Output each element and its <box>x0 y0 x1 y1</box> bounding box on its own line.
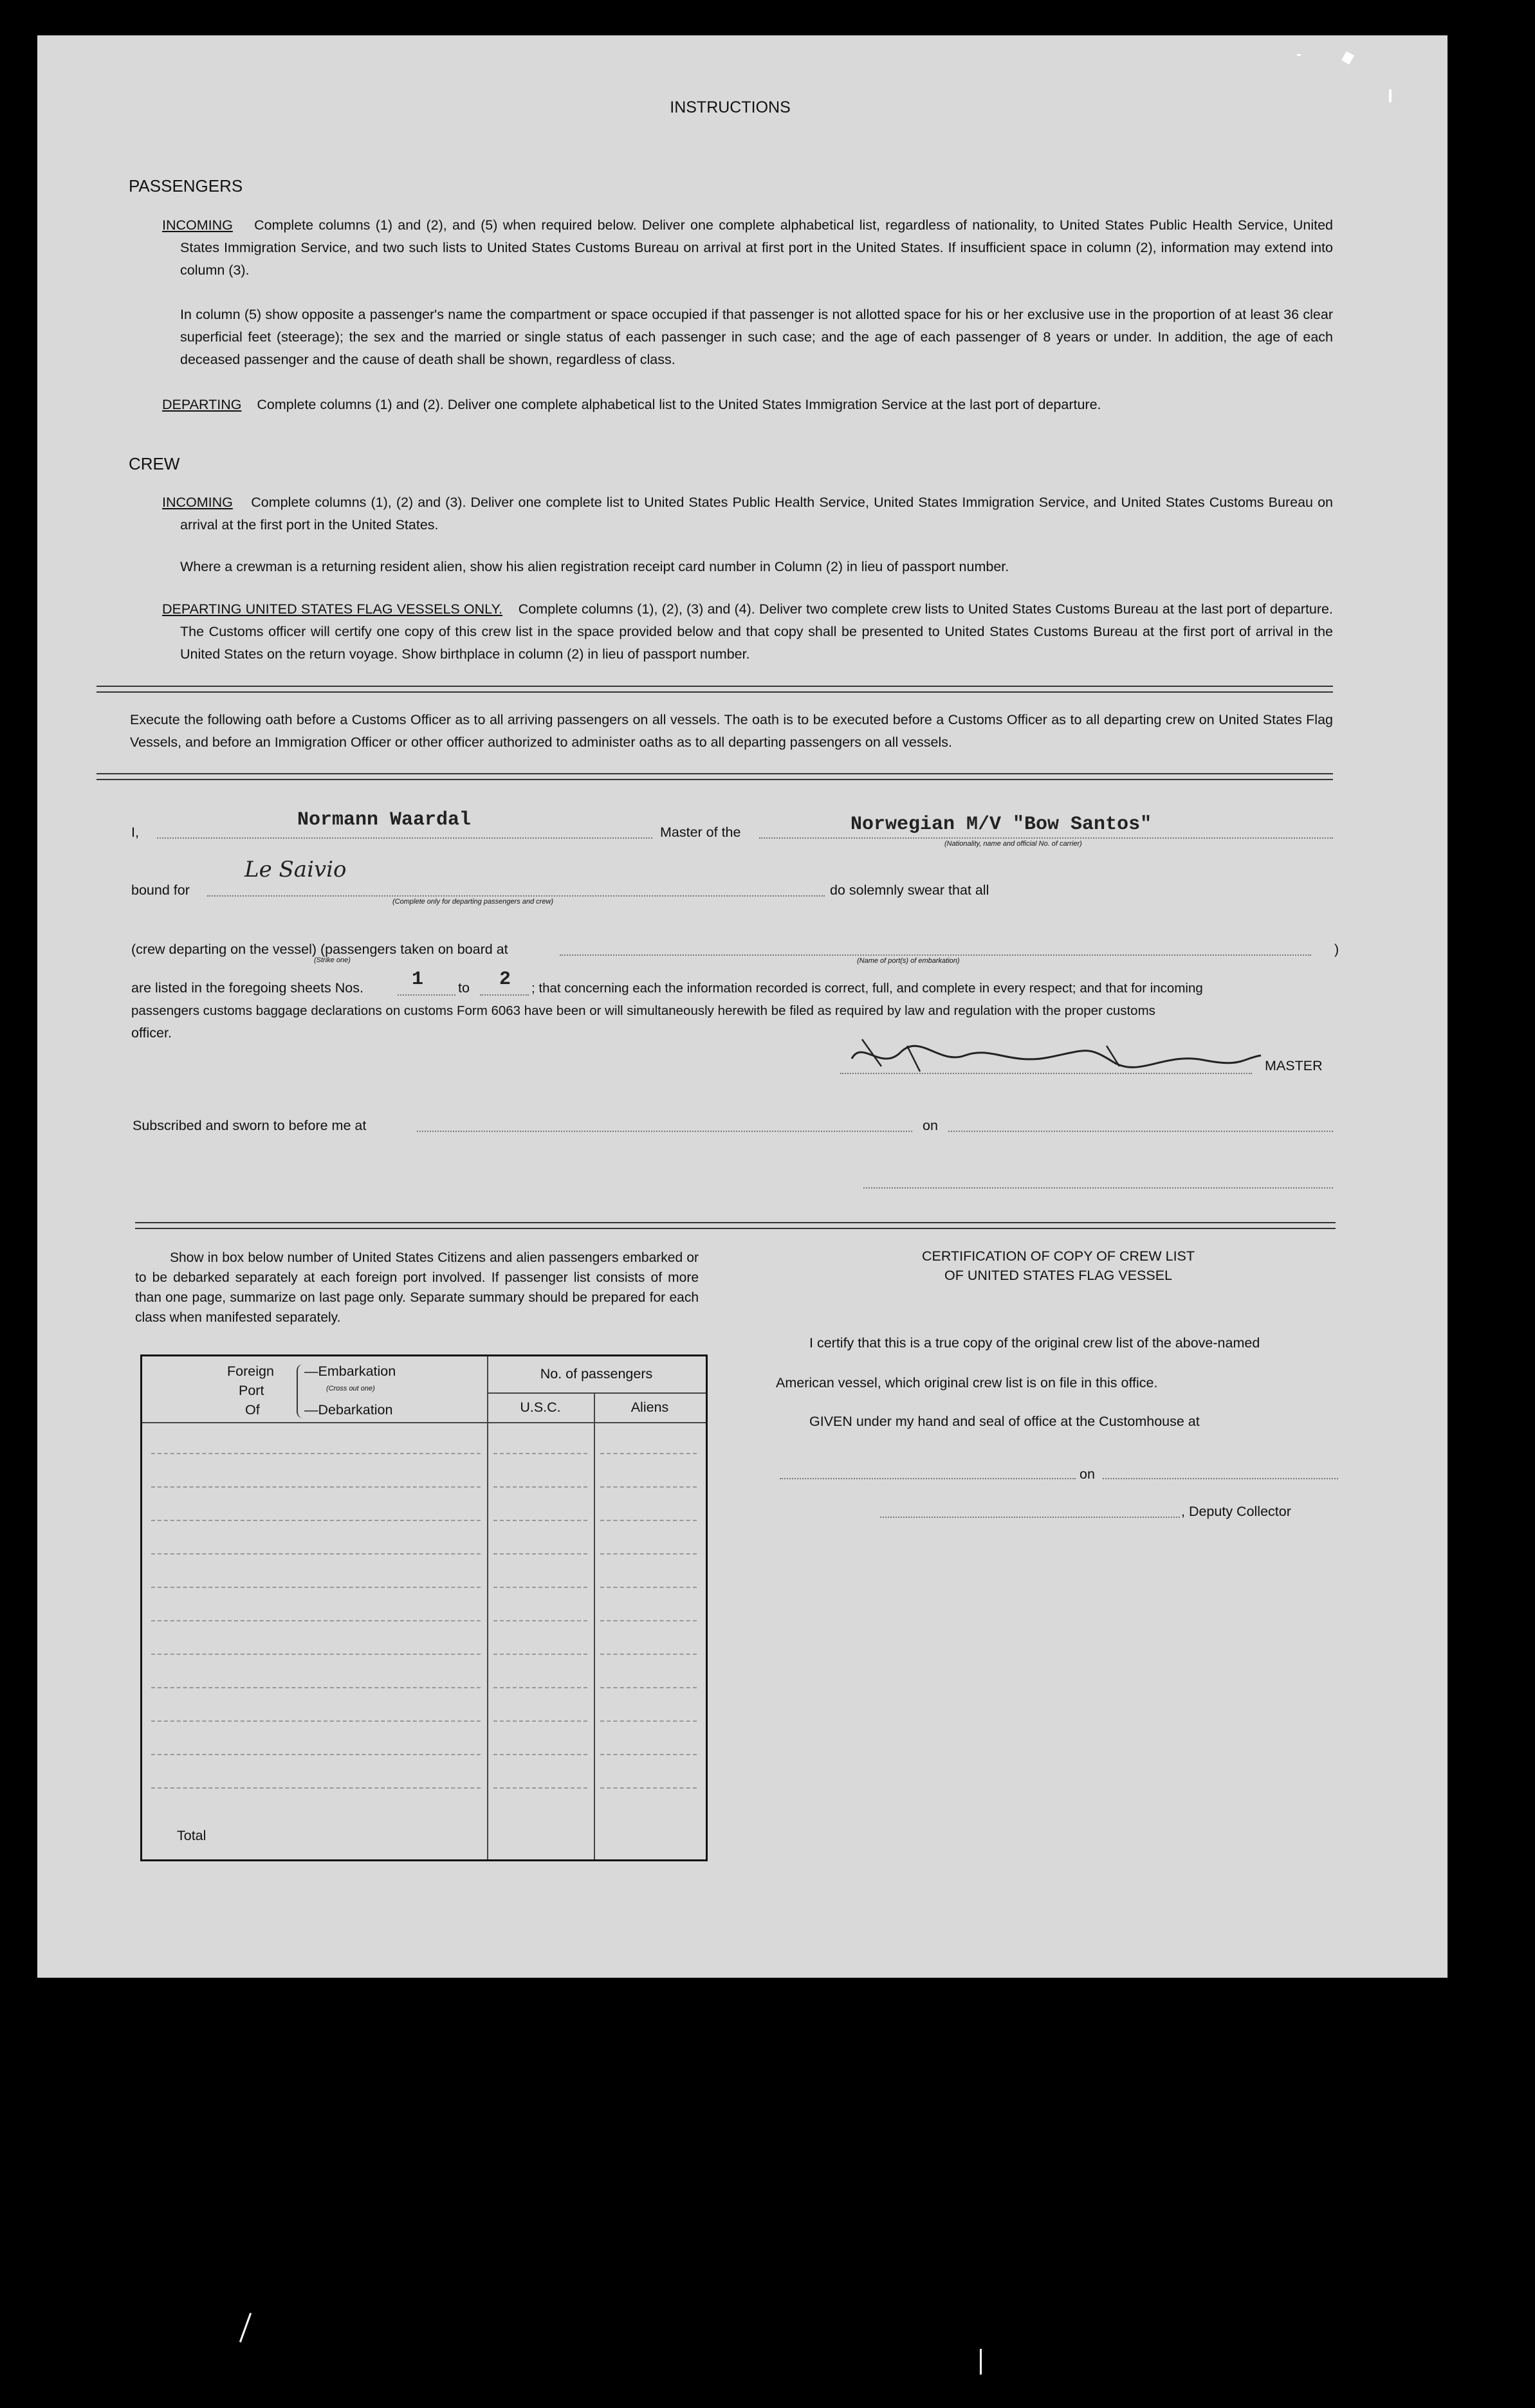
certification-heading-1: CERTIFICATION OF COPY OF CREW LIST <box>921 1248 1195 1264</box>
table-row-line <box>493 1453 587 1454</box>
passengers-incoming-label: INCOMING <box>162 217 233 233</box>
table-row-line <box>600 1553 697 1555</box>
table-row-line <box>493 1720 587 1722</box>
section-divider <box>97 773 1333 780</box>
master-name: Normann Waardal <box>297 809 472 831</box>
no-passengers-header: No. of passengers <box>540 1366 653 1382</box>
passengers-departing-text: Complete columns (1) and (2). Deliver one complete alphabetical list to the United States Immigration Service at the last port of departure. <box>257 397 1101 412</box>
passengers-incoming-text: Complete columns (1) and (2), and (5) when required below. Deliver one complete alphabetical list, regardless of nationality, to United States Public Health Service, United States Immigration Service, and two such lists to United States Customs Bureau on arrival at first port in the United States. If insufficient space in column (2), information may extend into column (3). <box>180 217 1333 278</box>
table-row-line <box>151 1453 481 1454</box>
vessel-line <box>759 837 1333 839</box>
customhouse-line <box>780 1478 1076 1479</box>
section-divider <box>135 1222 1336 1229</box>
passengers-heading: PASSENGERS <box>129 176 243 196</box>
table-row-line <box>493 1486 587 1488</box>
crew-heading: CREW <box>129 454 180 473</box>
passengers-departing-label: DEPARTING <box>162 397 242 412</box>
certification-date-line <box>1103 1478 1338 1479</box>
subscribed-place-line <box>417 1131 912 1132</box>
ports-caption: (Name of port(s) of embarkation) <box>857 957 960 965</box>
scan-mark <box>980 2349 982 2375</box>
table-row-line <box>151 1754 481 1755</box>
table-row-line <box>151 1587 481 1588</box>
deputy-signature-line <box>880 1517 1180 1518</box>
table-row-line <box>600 1687 697 1688</box>
table-row-line <box>151 1520 481 1521</box>
passenger-summary-table <box>140 1354 708 1861</box>
column-divider <box>487 1356 488 1859</box>
table-row-line <box>493 1553 587 1555</box>
usc-header: U.S.C. <box>520 1400 561 1415</box>
table-row-line <box>151 1654 481 1655</box>
table-row-line <box>151 1553 481 1555</box>
crew-incoming-paragraph <box>162 491 1333 536</box>
listed-line-1 <box>131 977 363 999</box>
table-row-line <box>493 1787 587 1789</box>
crew-departing-label: DEPARTING UNITED STATES FLAG VESSELS ONLY. <box>162 601 503 617</box>
of-label: Of <box>245 1402 260 1418</box>
crew-departing-paragraph <box>162 598 1333 666</box>
subscribed-date-line <box>948 1131 1333 1132</box>
master-name-line <box>157 837 652 839</box>
debarkation-label: —Debarkation <box>304 1402 393 1418</box>
page-title: INSTRUCTIONS <box>670 98 791 116</box>
deputy-collector-label: , Deputy Collector <box>1181 1504 1291 1519</box>
table-row-line <box>151 1687 481 1688</box>
embarkation-label: —Embarkation <box>304 1364 396 1379</box>
certification-heading-2: OF UNITED STATES FLAG VESSEL <box>944 1268 1173 1283</box>
header-divider <box>142 1422 706 1423</box>
bound-for-line <box>207 895 825 897</box>
master-signature <box>843 1026 1267 1078</box>
ports-line <box>560 954 1311 956</box>
bound-for-caption: (Complete only for departing passengers and crew) <box>392 898 554 906</box>
table-row-line <box>600 1720 697 1722</box>
table-row-line <box>151 1787 481 1789</box>
certification-line-2: American vessel, which original crew list is on file in this office. <box>776 1375 1158 1391</box>
to-label: to <box>458 980 470 996</box>
oath-i-label: I, <box>131 825 139 840</box>
cross-out-caption: (Cross out one) <box>326 1385 375 1392</box>
table-row-line <box>600 1654 697 1655</box>
table-row-line <box>151 1486 481 1488</box>
column5-paragraph: In column (5) show opposite a passenger's name the compartment or space occupied if that passenger is not allotted space for his or her exclusive use in the proportion of at least 36 clear superficial feet (steerage); the sex and the married or single status of each passenger in such case; and the age of each passenger of 8 years or under. In addition, the age of each deceased passenger and the cause of death shall be shown, regardless of class. <box>180 307 1333 367</box>
table-row-line <box>493 1587 587 1588</box>
certification-line-3: GIVEN under my hand and seal of office at the Customhouse at <box>809 1414 1200 1429</box>
aliens-header: Aliens <box>630 1400 669 1415</box>
table-row-line <box>493 1520 587 1521</box>
officer-signature-line <box>863 1187 1333 1189</box>
strike-one-caption: (Strike one) <box>314 956 351 964</box>
crew-incoming-label: INCOMING <box>162 495 233 510</box>
swear-label: do solemnly swear that all <box>830 882 989 898</box>
listed-text-3: officer. <box>131 1025 172 1041</box>
master-label: MASTER <box>1265 1058 1323 1073</box>
brace-icon <box>297 1364 304 1418</box>
total-label: Total <box>177 1828 207 1843</box>
listed-text-2: passengers customs baggage declarations on customs Form 6063 have been or will simultaneously herewith be filed as required by law and regulation with the proper customs <box>131 1003 1155 1018</box>
subscribed-on-label: on <box>923 1118 938 1133</box>
table-row-line <box>493 1687 587 1688</box>
crew-incoming-text: Complete columns (1), (2) and (3). Deliver one complete list to United States Public Health Service, United States Immigration Service, and United States Customs Bureau on arrival at the first port in the United States. <box>180 495 1333 533</box>
subheader-divider <box>487 1392 706 1394</box>
sheet-to: 2 <box>499 969 511 990</box>
oath-instructions: Execute the following oath before a Customs Officer as to all arriving passengers on all vessels. The oath is to be executed before a Customs Officer as to all departing crew on United States Flag Vessels, and before an Immigration Officer or other officer authorized to administer oaths as to all departing passengers on all vessels. <box>130 712 1333 750</box>
port-label: Port <box>239 1383 264 1398</box>
scan-mark <box>1297 54 1301 56</box>
certification-on-label: on <box>1080 1466 1095 1482</box>
table-row-line <box>151 1720 481 1722</box>
crew-departing-text: Complete columns (1), (2), (3) and (4). Deliver two complete crew lists to United States Customs Bureau at the last port of departure. The Customs officer will certify one copy of this crew list in the space provided below and that copy shall be presented to United States Customs Bureau at the first port of arrival in the United States on the return voyage. Show birthplace in column (2) in lieu of passport number. <box>180 601 1333 662</box>
vessel-caption: (Nationality, name and official No. of carrier) <box>944 840 1082 848</box>
sheet-to-line <box>480 994 529 996</box>
sheet-from-line <box>398 994 455 996</box>
table-row-line <box>600 1787 697 1789</box>
table-row-line <box>493 1754 587 1755</box>
table-row-line <box>600 1754 697 1755</box>
table-row-line <box>600 1520 697 1521</box>
table-row-line <box>493 1620 587 1621</box>
crew-resident-paragraph: Where a crewman is a returning resident alien, show his alien registration receipt card number in Column (2) in lieu of passport number. <box>180 559 1009 574</box>
scan-mark <box>239 2313 252 2342</box>
passengers-incoming-paragraph <box>162 214 1333 282</box>
bound-for-value: Le Saivio <box>244 857 347 882</box>
listed-label: are listed in the foregoing sheets Nos. <box>131 980 363 996</box>
table-row-line <box>600 1453 697 1454</box>
closing-paren: ) <box>1334 942 1339 957</box>
sheet-from: 1 <box>412 969 424 990</box>
subscribed-label: Subscribed and sworn to before me at <box>133 1118 367 1133</box>
summary-instructions: Show in box below number of United States Citizens and alien passengers embarked or to be debarked separately at each foreign port involved. If passenger list consists of more than one page, summarize on last page only. Separate summary should be prepared for each class when manifested separately. <box>135 1250 699 1325</box>
master-of-label: Master of the <box>660 825 741 840</box>
table-row-line <box>600 1587 697 1588</box>
column-divider <box>594 1392 595 1859</box>
table-row-line <box>151 1620 481 1621</box>
listed-text-1: ; that concerning each the information recorded is correct, full, and complete in every respect; and that for incoming <box>531 981 1203 996</box>
section-divider <box>97 686 1333 693</box>
certification-line-1: I certify that this is a true copy of the original crew list of the above-named <box>809 1335 1260 1351</box>
table-row-line <box>600 1486 697 1488</box>
foreign-label: Foreign <box>227 1364 274 1379</box>
bound-for-label: bound for <box>131 882 190 898</box>
vessel-name: Norwegian M/V "Bow Santos" <box>850 814 1152 835</box>
table-row-line <box>600 1620 697 1621</box>
table-row-line <box>493 1654 587 1655</box>
passengers-departing-paragraph <box>162 394 1333 416</box>
crew-passengers-label: (crew departing on the vessel) (passengers taken on board at <box>131 942 508 957</box>
